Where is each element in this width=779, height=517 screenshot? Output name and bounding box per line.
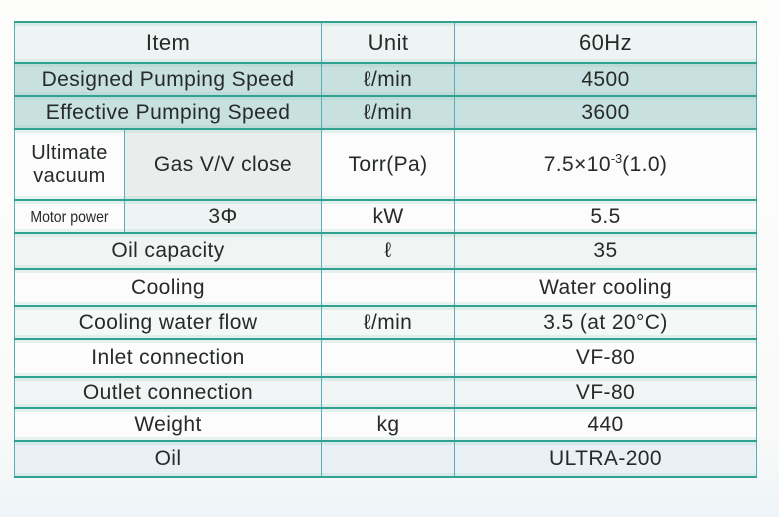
value-cell: 3600 (455, 96, 757, 129)
unit-cell (322, 269, 455, 306)
unit-cell: ℓ/min (322, 96, 455, 129)
table-row-inlet-connection (15, 339, 757, 377)
value-cell: 35 (455, 233, 757, 269)
table-row-cooling-water-flow (15, 306, 757, 339)
unit-cell: kW (322, 200, 455, 233)
unit-cell: ℓ/min (322, 306, 455, 339)
header-row (15, 22, 757, 63)
table-row-cooling (15, 269, 757, 306)
table-row-motor-power (15, 200, 757, 233)
table-row-oil (15, 441, 757, 477)
unit-cell: ℓ/min (322, 63, 455, 96)
table-row-oil-capacity (15, 233, 757, 269)
value-cell: ULTRA-200 (455, 441, 757, 477)
unit-cell: kg (322, 408, 455, 441)
item-cell: Cooling water flow (15, 306, 322, 339)
sub-item-cell-gas-vv-close: Gas V/V close (125, 129, 322, 200)
value-cell: VF-80 (455, 377, 757, 408)
table-row-designed-speed (15, 63, 757, 96)
value-cell: Water cooling (455, 269, 757, 306)
item-cell: Oil (15, 441, 322, 477)
item-cell: Oil capacity (15, 233, 322, 269)
header-cell-unit: Unit (322, 22, 455, 63)
value-cell: VF-80 (455, 339, 757, 377)
value-cell: 5.5 (455, 200, 757, 233)
item-cell: Weight (15, 408, 322, 441)
value-cell: 440 (455, 408, 757, 441)
value-cell (455, 129, 757, 200)
table-row-outlet-connection (15, 377, 757, 408)
unit-cell (322, 339, 455, 377)
item-cell: Inlet connection (15, 339, 322, 377)
unit-cell (322, 441, 455, 477)
item-cell: Designed Pumping Speed (15, 63, 322, 96)
value-cell: 4500 (455, 63, 757, 96)
value-cell: 3.5 (at 20°C) (455, 306, 757, 339)
unit-cell: Torr(Pa) (322, 129, 455, 200)
table-row-ultimate-vacuum (15, 129, 757, 200)
unit-cell (322, 377, 455, 408)
table-row-effective-speed (15, 96, 757, 129)
group-cell-motor-power: Motor power (15, 200, 125, 233)
header-cell-item: Item (15, 22, 322, 63)
pump-spec-table (14, 21, 757, 478)
value-text: $7.5\times 10^{-3}(1.0)$ (543, 152, 668, 176)
table-row-weight (15, 408, 757, 441)
group-cell-ultimate-vacuum: Ultimate vacuum (15, 129, 125, 200)
header-cell-60hz: 60Hz (455, 22, 757, 63)
item-cell: Outlet connection (15, 377, 322, 408)
item-cell: Effective Pumping Speed (15, 96, 322, 129)
sub-item-cell-3-phase: 3Φ (125, 200, 322, 233)
unit-cell: ℓ (322, 233, 455, 269)
item-cell: Cooling (15, 269, 322, 306)
